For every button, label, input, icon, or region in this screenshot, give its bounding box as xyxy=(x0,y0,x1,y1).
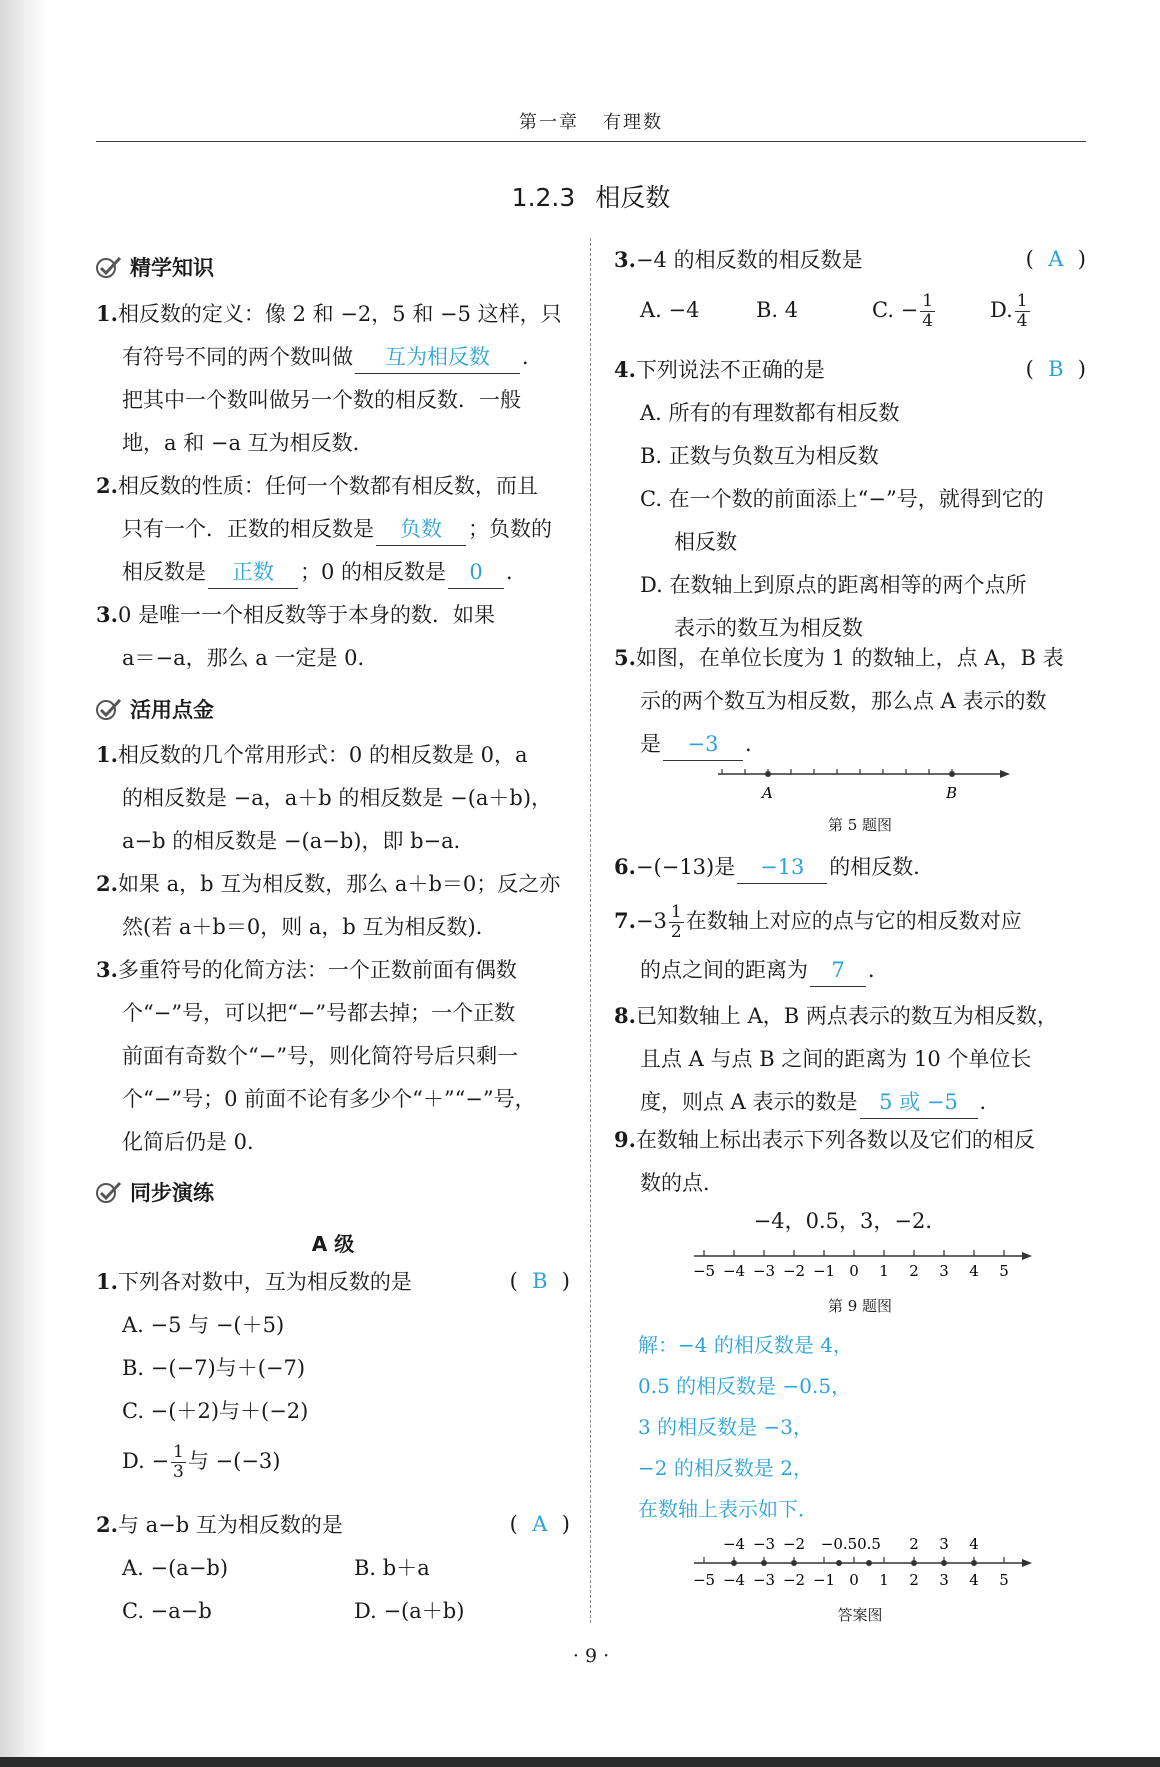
text-line: 数的点． xyxy=(640,1171,724,1195)
option-text: D. xyxy=(990,298,1013,322)
point-a-dot xyxy=(765,771,771,777)
question-8 xyxy=(614,994,1086,1124)
question-5 xyxy=(614,636,1086,766)
section-heading-2 xyxy=(96,694,214,724)
question-number: 8. xyxy=(614,1003,636,1028)
figure-caption: 第 9 题图 xyxy=(827,1297,893,1315)
answer-choice: B xyxy=(532,1269,548,1293)
section-label: 同步演练 xyxy=(130,1181,214,1205)
question-stem: 下列各对数中，互为相反数的是 xyxy=(117,1270,412,1294)
text-line: 相反数的定义：像 2 和 −2，5 和 −5 这样，只 xyxy=(117,302,562,326)
knowledge-item-1 xyxy=(96,292,576,465)
solution-line: 0.5 的相反数是 −0.5， xyxy=(638,1374,852,1398)
answer-choice: B xyxy=(1048,357,1064,381)
text-line: 相反数的几个常用形式：0 的相反数是 0，a xyxy=(117,743,528,767)
question-number: 2. xyxy=(96,1512,118,1537)
question-number: 7. xyxy=(614,908,636,933)
tick-label: 5 xyxy=(999,1262,1009,1280)
numerator: 1 xyxy=(670,902,682,922)
option-c: C. −a−b xyxy=(122,1599,212,1623)
text-line: 是 xyxy=(640,732,661,756)
hint-item-1 xyxy=(96,733,576,863)
option-a: A. −4 xyxy=(640,298,700,322)
option-c: C. 在一个数的前面添上“−”号，就得到它的 xyxy=(640,487,1044,511)
tick-label: −3 xyxy=(752,1262,776,1280)
figure-caption: 第 5 题图 xyxy=(827,816,893,834)
point-label: −0.5 xyxy=(820,1535,858,1553)
option-d: D. −(a＋b) xyxy=(354,1599,465,1623)
fraction xyxy=(171,1443,186,1482)
point-dot xyxy=(791,1560,797,1566)
header-rule xyxy=(96,141,1086,142)
option-d xyxy=(990,291,1032,331)
answer-blank: 5 或 −5 xyxy=(860,1086,978,1119)
text-line: 前面有奇数个“−”号，则化简符号后只剩一 xyxy=(122,1044,519,1068)
text-line: 的点之间的距离为 xyxy=(640,958,808,982)
text-line: 个“−”号，可以把“−”号都去掉；一个正数 xyxy=(122,1001,516,1025)
answer-bracket: ( A ) xyxy=(1026,238,1086,281)
fraction xyxy=(920,292,935,331)
text-line: 的相反数是 −a，a＋b 的相反数是 −(a＋b)， xyxy=(122,786,553,810)
page-number: · 9 · xyxy=(572,1645,610,1667)
text-line: 相反数的性质：任何一个数都有相反数，而且 xyxy=(117,474,538,498)
column-divider xyxy=(590,238,591,1623)
option-d-cont: 表示的数互为相反数 xyxy=(674,616,863,640)
tick-label: 4 xyxy=(969,1262,979,1280)
text-line: 0 是唯一一个相反数等于本身的数．如果 xyxy=(117,603,495,627)
question-number: 1. xyxy=(96,1269,118,1294)
text-line: ． xyxy=(979,1090,1001,1114)
denominator: 4 xyxy=(1016,311,1028,331)
text-line: 度，则点 A 表示的数是 xyxy=(640,1090,858,1114)
level-heading: A 级 xyxy=(311,1232,355,1256)
option-b: B. 正数与负数互为相反数 xyxy=(640,444,879,468)
item-number: 2. xyxy=(96,871,118,896)
text-line: 的相反数． xyxy=(829,855,935,879)
text-line: 且点 A 与点 B 之间的距离为 10 个单位长 xyxy=(640,1047,1032,1071)
point-label: 4 xyxy=(969,1535,979,1553)
text-line: 如果 a，b 互为相反数，那么 a＋b＝0；反之亦 xyxy=(117,872,561,896)
tick-label: −4 xyxy=(722,1262,746,1280)
running-header xyxy=(96,108,1086,134)
section-heading-3 xyxy=(96,1177,214,1207)
text-line: a−b 的相反数是 −(a−b)，即 b−a． xyxy=(122,829,475,853)
numerator: 1 xyxy=(1016,291,1028,311)
tick-label: 5 xyxy=(999,1571,1009,1589)
text-line: ；0 的相反数是 xyxy=(300,560,447,584)
q9-number-line xyxy=(690,1242,1040,1282)
text-line: 然(若 a＋b＝0，则 a，b 互为相反数)． xyxy=(122,915,497,939)
text-line: 有符号不同的两个数叫做 xyxy=(122,345,353,369)
question-number: 6. xyxy=(614,854,636,879)
point-dot xyxy=(866,1560,872,1566)
tick-label: 3 xyxy=(939,1262,949,1280)
answer-number-line xyxy=(690,1533,1040,1599)
question-4 xyxy=(614,348,1086,650)
q5-number-line xyxy=(714,762,1014,806)
section-label: 活用点金 xyxy=(130,698,214,722)
point-dot xyxy=(941,1560,947,1566)
question-3 xyxy=(614,238,1086,338)
option-b: B. −(−7)与＋(−7) xyxy=(122,1356,306,1380)
text-line: 在数轴上标出表示下列各数以及它们的相反 xyxy=(635,1128,1035,1152)
answer-blank: −3 xyxy=(663,728,743,761)
option-b: B. 4 xyxy=(756,298,799,322)
answer-choice: A xyxy=(1048,247,1064,271)
section-number: 1.2.3 xyxy=(511,183,576,212)
subject-label: 有理数 xyxy=(603,112,663,133)
question-7 xyxy=(614,893,1086,992)
answer-bracket: ( A ) xyxy=(510,1503,570,1546)
tick-label: 3 xyxy=(939,1571,949,1589)
tick-label: 0 xyxy=(849,1571,859,1589)
point-label: 3 xyxy=(939,1535,949,1553)
text-line: ． xyxy=(745,732,766,756)
q3-options xyxy=(614,282,1086,338)
denominator: 3 xyxy=(173,1462,184,1482)
numerator: 1 xyxy=(922,291,934,311)
option-b: B. b＋a xyxy=(354,1556,430,1580)
question-stem: 下列说法不正确的是 xyxy=(635,358,825,382)
question-number: 4. xyxy=(614,357,636,382)
solution-line: 解：−4 的相反数是 4， xyxy=(638,1333,853,1357)
tick-label: −4 xyxy=(722,1571,746,1589)
text-line: a＝−a，那么 a 一定是 0． xyxy=(122,646,379,670)
figure-caption: 答案图 xyxy=(837,1606,883,1624)
tick-label: 0 xyxy=(849,1262,859,1280)
text-line: 如图，在单位长度为 1 的数轴上，点 A，B 表 xyxy=(635,646,1064,670)
tick-label: −5 xyxy=(692,1571,716,1589)
question-stem: −4 的相反数的相反数是 xyxy=(635,248,863,272)
fraction xyxy=(669,903,684,942)
point-label: −3 xyxy=(752,1535,776,1553)
denominator: 2 xyxy=(670,922,682,942)
point-label: 0.5 xyxy=(857,1535,881,1553)
item-number: 2. xyxy=(96,473,118,498)
tick-label: 1 xyxy=(879,1571,889,1589)
section-heading-1 xyxy=(96,252,214,282)
point-dot xyxy=(731,1560,737,1566)
tick-label: 4 xyxy=(969,1571,979,1589)
option-c-cont: 相反数 xyxy=(674,530,737,554)
tick-label: 2 xyxy=(909,1571,919,1589)
page-title xyxy=(96,178,1086,214)
option-text: C. − xyxy=(872,298,919,322)
answer-bracket: ( B ) xyxy=(510,1260,570,1303)
solution-line: 在数轴上表示如下． xyxy=(638,1497,818,1521)
tick-label: −1 xyxy=(812,1262,836,1280)
question-number: 9. xyxy=(614,1127,636,1152)
text-line: 把其中一个数叫做另一个数的相反数．一般 xyxy=(122,388,521,412)
tick-label: −2 xyxy=(782,1262,806,1280)
option-d xyxy=(96,1433,570,1489)
option-a: A. 所有的有理数都有相反数 xyxy=(640,401,900,425)
text-line: 已知数轴上 A，B 两点表示的数互为相反数， xyxy=(635,1004,1058,1028)
item-number: 3. xyxy=(96,957,118,982)
point-b-label: B xyxy=(946,784,958,802)
tick-label: −5 xyxy=(692,1262,716,1280)
tick-label: 1 xyxy=(879,1262,889,1280)
section-name: 相反数 xyxy=(595,183,671,212)
option-a: A. −5 与 −(＋5) xyxy=(122,1313,285,1337)
point-label: −2 xyxy=(782,1535,806,1553)
point-dot xyxy=(911,1560,917,1566)
point-label: −4 xyxy=(722,1535,746,1553)
tick-label: −1 xyxy=(812,1571,836,1589)
text-line: 示的两个数互为相反数，那么点 A 表示的数 xyxy=(640,689,1047,713)
point-b-dot xyxy=(949,771,955,777)
point-dot xyxy=(836,1560,842,1566)
tick-label: 2 xyxy=(909,1262,919,1280)
answer-blank: 正数 xyxy=(208,556,298,589)
given-numbers: −4，0.5，3，−2． xyxy=(753,1209,947,1233)
text-line: 相反数是 xyxy=(122,560,206,584)
check-icon xyxy=(96,1180,122,1204)
denominator: 4 xyxy=(922,311,934,331)
item-number: 3. xyxy=(96,602,118,627)
option-text: D. − xyxy=(122,1449,170,1473)
answer-choice: A xyxy=(532,1512,548,1536)
question-stem: 与 a−b 互为相反数的是 xyxy=(117,1513,343,1537)
answer-blank: 7 xyxy=(810,954,866,987)
check-icon xyxy=(96,697,122,721)
check-icon xyxy=(96,255,122,279)
text-line: ． xyxy=(522,345,543,369)
tick-label: −2 xyxy=(782,1571,806,1589)
hint-item-2 xyxy=(96,862,576,949)
hint-item-3 xyxy=(96,948,576,1164)
text-line: 多重符号的化简方法：一个正数前面有偶数 xyxy=(117,958,517,982)
answer-blank: −13 xyxy=(737,851,827,884)
text-line: −(−13)是 xyxy=(635,855,736,879)
point-a-label: A xyxy=(762,784,773,802)
text-line: 化简后仍是 0． xyxy=(122,1130,269,1154)
option-a: A. −(a−b) xyxy=(122,1556,229,1580)
text-line: −3 xyxy=(635,909,667,933)
solution-line: −2 的相反数是 2， xyxy=(638,1456,813,1480)
answer-blank: 0 xyxy=(448,556,504,589)
solution-line: 3 的相反数是 −3， xyxy=(638,1415,813,1439)
text-line: 地，a 和 −a 互为相反数． xyxy=(122,431,374,455)
option-text: 与 −(−3) xyxy=(187,1449,281,1473)
text-line: 在数轴上对应的点与它的相反数对应 xyxy=(685,909,1022,933)
question-6 xyxy=(614,845,1086,889)
item-number: 1. xyxy=(96,301,118,326)
answer-blank: 互为相反数 xyxy=(355,341,520,374)
numerator: 1 xyxy=(173,1442,184,1462)
question-number: 5. xyxy=(614,645,636,670)
text-line: ；负数的 xyxy=(468,517,552,541)
section-label: 精学知识 xyxy=(130,256,214,280)
question-number: 3. xyxy=(614,247,636,272)
fraction xyxy=(1015,292,1030,331)
option-d: D. 在数轴上到原点的距离相等的两个点所 xyxy=(640,573,1027,597)
answer-bracket: ( B ) xyxy=(1026,348,1086,391)
knowledge-item-3 xyxy=(96,593,576,680)
option-c: C. −(＋2)与＋(−2) xyxy=(122,1399,309,1423)
text-line: 个“−”号；0 前面不论有多少个“＋”“−”号， xyxy=(122,1087,536,1111)
tick-label: −3 xyxy=(752,1571,776,1589)
question-2 xyxy=(96,1503,570,1633)
answer-blank: 负数 xyxy=(376,513,466,546)
question-9 xyxy=(614,1118,1086,1205)
text-line: ． xyxy=(506,560,528,584)
point-dot xyxy=(761,1560,767,1566)
item-number: 1. xyxy=(96,742,118,767)
point-dot xyxy=(971,1560,977,1566)
chapter-label: 第一章 xyxy=(519,112,579,133)
page-edge-shadow xyxy=(0,0,48,1767)
point-label: 2 xyxy=(909,1535,919,1553)
question-1 xyxy=(96,1260,570,1489)
option-c xyxy=(872,282,990,338)
text-line: 只有一个．正数的相反数是 xyxy=(122,517,374,541)
knowledge-item-2 xyxy=(96,464,576,594)
text-line: ． xyxy=(868,958,889,982)
bottom-bar xyxy=(0,1757,1160,1767)
